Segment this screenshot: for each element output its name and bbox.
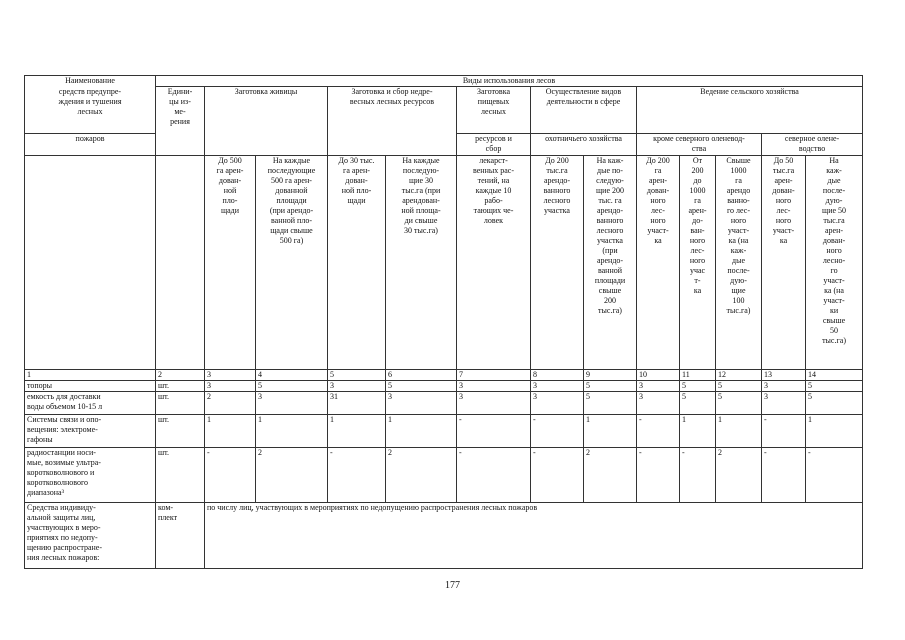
col-number: 14	[806, 370, 863, 381]
row-value: 5	[680, 392, 716, 415]
row-value: 1	[806, 415, 863, 448]
row-value: 5	[716, 392, 762, 415]
header-unit: Едини- цы из- ме- рения	[156, 87, 205, 134]
row-value: -	[531, 415, 584, 448]
fire-equipment-table	[24, 75, 863, 569]
row-value: 5	[386, 381, 457, 392]
header-sub-7: лекарст- венных рас- тений, на каждые 10 рабо- тающих че- ловек	[457, 156, 531, 370]
row-value: 5	[584, 381, 637, 392]
row-value: 2	[205, 392, 256, 415]
header-sub-4: На каждые последующие 500 га арен- дованной площади (при арендо- ванной пло- щади свыше 500 га)	[256, 156, 328, 370]
row-value: -	[637, 415, 680, 448]
col-number: 11	[680, 370, 716, 381]
header-sub-5: До 30 тыс. га арен- дован- ной пло- щади	[328, 156, 386, 370]
row-value: 3	[637, 381, 680, 392]
row-value: 3	[386, 392, 457, 415]
header-sub-9: На каж- дые по- следую- щие 200 тыс. га арендо- ванного лесного участка (при арендо- ванной площади свыше 200 тыс.га)	[584, 156, 637, 370]
header-agriculture: Ведение сельского хозяйства	[637, 87, 863, 134]
header-name-line2: средств предупре- ждения и тушения лесных	[25, 87, 156, 134]
col-number: 13	[762, 370, 806, 381]
row-value-merged: по числу лиц, участвующих в мероприятиях по недопущению распространения лесных пожаров	[205, 503, 863, 569]
row-name: радиостанции носи- мые, возимые ультра- коротковолнового и коротковолнового диапазона³	[25, 448, 156, 503]
row-value: 3	[762, 392, 806, 415]
header-sub-11: От 200 до 1000 га арен- до- ван- ного лес- ного учас т- ка	[680, 156, 716, 370]
header-sub-empty-1	[25, 156, 156, 370]
header-sub-8: До 200 тыс.га арендо- ванного лесного участка	[531, 156, 584, 370]
row-value: 5	[584, 392, 637, 415]
col-number: 7	[457, 370, 531, 381]
column-number-row	[25, 370, 863, 381]
table-row	[25, 415, 863, 448]
row-value: 3	[637, 392, 680, 415]
row-name: Системы связи и опо- вещения: электроме- гафоны	[25, 415, 156, 448]
row-value: 1	[256, 415, 328, 448]
col-number: 12	[716, 370, 762, 381]
row-value: 2	[256, 448, 328, 503]
header-unit-cont	[156, 134, 205, 156]
header-hunting-cont: охотничьего хозяйства	[531, 134, 637, 156]
row-value: 3	[457, 381, 531, 392]
header-sub-empty-2	[156, 156, 205, 370]
col-number: 6	[386, 370, 457, 381]
row-value: 1	[716, 415, 762, 448]
col-number: 8	[531, 370, 584, 381]
row-value: 5	[806, 392, 863, 415]
row-name: топоры	[25, 381, 156, 392]
row-value: -	[762, 415, 806, 448]
row-value: 1	[680, 415, 716, 448]
row-value: -	[637, 448, 680, 503]
header-sub-12: Свыше 1000 га арендо ванно- го лес- ного участ- ка (на каж- дые после- дую- щие 100 тыс.га)	[716, 156, 762, 370]
header-food: Заготовка пищевых лесных	[457, 87, 531, 134]
row-value: -	[762, 448, 806, 503]
col-number: 10	[637, 370, 680, 381]
header-sub-10: До 200 га арен- дован- ного лес- ного участ- ка	[637, 156, 680, 370]
row-value: -	[531, 448, 584, 503]
row-unit: шт.	[156, 381, 205, 392]
header-name-line3: пожаров	[25, 134, 156, 156]
row-unit: шт.	[156, 415, 205, 448]
row-value: 5	[806, 381, 863, 392]
col-number: 1	[25, 370, 156, 381]
row-value: 5	[716, 381, 762, 392]
row-value: 3	[256, 392, 328, 415]
row-value: 1	[584, 415, 637, 448]
row-unit: ком- плект	[156, 503, 205, 569]
header-agri-except-north: кроме северного оленевод- ства	[637, 134, 762, 156]
col-number: 2	[156, 370, 205, 381]
header-sub-3: До 500 га арен- дован- ной пло- щади	[205, 156, 256, 370]
col-number: 9	[584, 370, 637, 381]
col-number: 5	[328, 370, 386, 381]
header-agri-north: северное олене- водство	[762, 134, 863, 156]
row-value: -	[680, 448, 716, 503]
row-value: 1	[328, 415, 386, 448]
header-nonwood: Заготовка и сбор недре- весных лесных ресурсов	[328, 87, 457, 134]
row-value: 5	[256, 381, 328, 392]
row-unit: шт.	[156, 392, 205, 415]
row-value: 2	[584, 448, 637, 503]
header-usage-types: Виды использования лесов	[156, 76, 863, 87]
table-row	[25, 503, 863, 569]
row-value: 1	[386, 415, 457, 448]
header-sub-6: На каждые последую- щие 30 тыс.га (при арендован- ной площа- ди свыше 30 тыс.га)	[386, 156, 457, 370]
table-row	[25, 381, 863, 392]
header-food-cont: ресурсов и сбор	[457, 134, 531, 156]
header-sub-14: На каж- дые после- дую- щие 50 тыс.га арен- дован- ного лесно- го участ- ка (на участ- ки свыше 50 тыс.га)	[806, 156, 863, 370]
row-value: 31	[328, 392, 386, 415]
table-row	[25, 392, 863, 415]
header-hunting: Осуществление видов деятельности в сфере	[531, 87, 637, 134]
row-value: -	[457, 415, 531, 448]
row-value: -	[328, 448, 386, 503]
row-value: 3	[762, 381, 806, 392]
row-value: 5	[680, 381, 716, 392]
row-value: 2	[386, 448, 457, 503]
row-value: 1	[205, 415, 256, 448]
row-unit: шт.	[156, 448, 205, 503]
row-value: 3	[457, 392, 531, 415]
row-value: 3	[205, 381, 256, 392]
row-value: 2	[716, 448, 762, 503]
row-value: -	[205, 448, 256, 503]
row-value: 3	[328, 381, 386, 392]
table-row	[25, 448, 863, 503]
row-value: 3	[531, 381, 584, 392]
header-resin-cont	[205, 134, 328, 156]
row-name: Средства индивиду- альной защиты лиц, участвующих в меро- приятиях по недопу- щению распростране- ния лесных пожаров:	[25, 503, 156, 569]
header-nonwood-cont	[328, 134, 457, 156]
row-value: -	[457, 448, 531, 503]
header-name-line1: Наименование	[25, 76, 156, 87]
row-value: -	[806, 448, 863, 503]
col-number: 4	[256, 370, 328, 381]
row-name: емкость для доставки воды объемом 10-15 л	[25, 392, 156, 415]
col-number: 3	[205, 370, 256, 381]
header-resin: Заготовка живицы	[205, 87, 328, 134]
header-sub-13: До 50 тыс.га арен- дован- ного лес- ного участ- ка	[762, 156, 806, 370]
row-value: 3	[531, 392, 584, 415]
page-number: 177	[445, 580, 460, 591]
